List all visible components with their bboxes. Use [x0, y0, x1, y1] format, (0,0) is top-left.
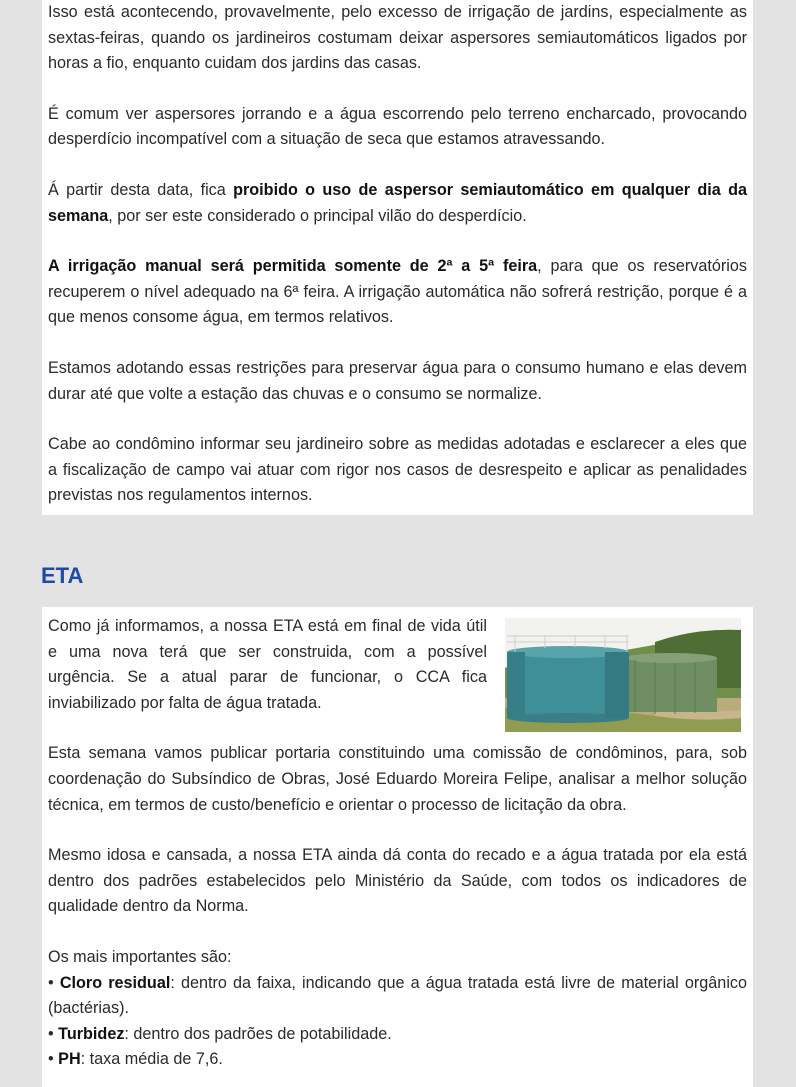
- indicator-term: PH: [58, 1050, 81, 1069]
- list-item: [48, 1022, 747, 1048]
- list-item: [48, 1047, 747, 1073]
- indicator-text: : dentro da faixa, indicando que a água tratada está livre de material orgânico (bactérias).: [48, 973, 748, 1018]
- indicator-text: : taxa média de 7,6.: [80, 1050, 223, 1069]
- manual-irrigation-bold: A irrigação manual será permitida somente de 2ª a 5ª feira: [48, 257, 538, 276]
- quality-indicators: [48, 945, 747, 1073]
- paragraph-sprinkler-waste: É comum ver aspersores jorrando e a água escorrendo pelo terreno encharcado, provocando desperdício incompatível com a situação de seca que estamos atravessando.: [48, 104, 747, 149]
- paragraph-restrictions-duration: Estamos adotando essas restrições para preservar água para o consumo humano e elas devem durar até que volte a estação das chuvas e o consumo se normalize.: [48, 358, 747, 403]
- paragraph-commission: Esta semana vamos publicar portaria constituindo uma comissão de condôminos, para, sob coordenação do Subsíndico de Obras, José Eduardo Moreira Felipe, analisar a melhor solução técnica, em termos de custo/benefício e orientar o processo de licitação da obra.: [48, 744, 747, 814]
- paragraph-eta-end-of-life: Como já informamos, a nossa ETA está em final de vida útil e uma nova terá que ser construida, com a possível urgência. Se a atual parar de funcionar, o CCA fica inviabilizado por falta de água tratada.: [48, 617, 487, 712]
- list-intro: Os mais importantes são:: [48, 947, 232, 966]
- paragraph-sprinkler-ban: [48, 178, 747, 229]
- ban-text-bold: proibido o uso de aspersor semiautomático em qualquer dia da semana: [48, 180, 747, 225]
- section-heading-eta: ETA: [41, 563, 84, 588]
- manual-irrigation-text: , para que os reservatórios recuperem o nível adequado na 6ª feira. A irrigação automática não sofrerá restrição, porque é a que menos consome água, em termos relativos.: [48, 257, 747, 327]
- paragraph-manual-irrigation: [48, 254, 747, 331]
- irrigation-notice-card: [42, 0, 753, 515]
- paragraph-sprinkler-excess: Isso está acontecendo, provavelmente, pelo excesso de irrigação de jardins, especialmente as sextas-feiras, quando os jardineiros costumam deixar aspersores semiautomáticos ligados por horas a fio, enquanto cuidam dos jardins das casas.: [48, 3, 747, 73]
- bullet-icon: •: [48, 1024, 59, 1043]
- paragraph-gardener-info: Cabe ao condômino informar seu jardineiro sobre as medidas adotadas e esclarecer a eles que a fiscalização de campo vai atuar com rigor nos casos de desrespeito e aplicar as penalidades previstas nos regulamentos internos.: [48, 435, 747, 505]
- water-treatment-tanks-photo: [505, 618, 741, 732]
- list-item: [48, 971, 747, 1022]
- ban-text-post: , por ser este considerado o principal vilão do desperdício.: [108, 206, 527, 225]
- paragraph-water-quality: Mesmo idosa e cansada, a nossa ETA ainda dá conta do recado e a água tratada por ela está dentro dos padrões estabelecidos pelo Ministério da Saúde, com todos os indicadores de qualidade dentro da Norma.: [48, 846, 747, 916]
- ban-text-pre: Á partir desta data, fica: [48, 180, 234, 199]
- indicator-text: : dentro dos padrões de potabilidade.: [124, 1024, 392, 1043]
- indicator-list: [48, 971, 747, 1073]
- bullet-icon: •: [48, 973, 60, 992]
- bullet-icon: •: [48, 1050, 59, 1069]
- indicator-term: Cloro residual: [59, 973, 171, 992]
- indicator-term: Turbidez: [58, 1024, 125, 1043]
- eta-card: [42, 607, 753, 1087]
